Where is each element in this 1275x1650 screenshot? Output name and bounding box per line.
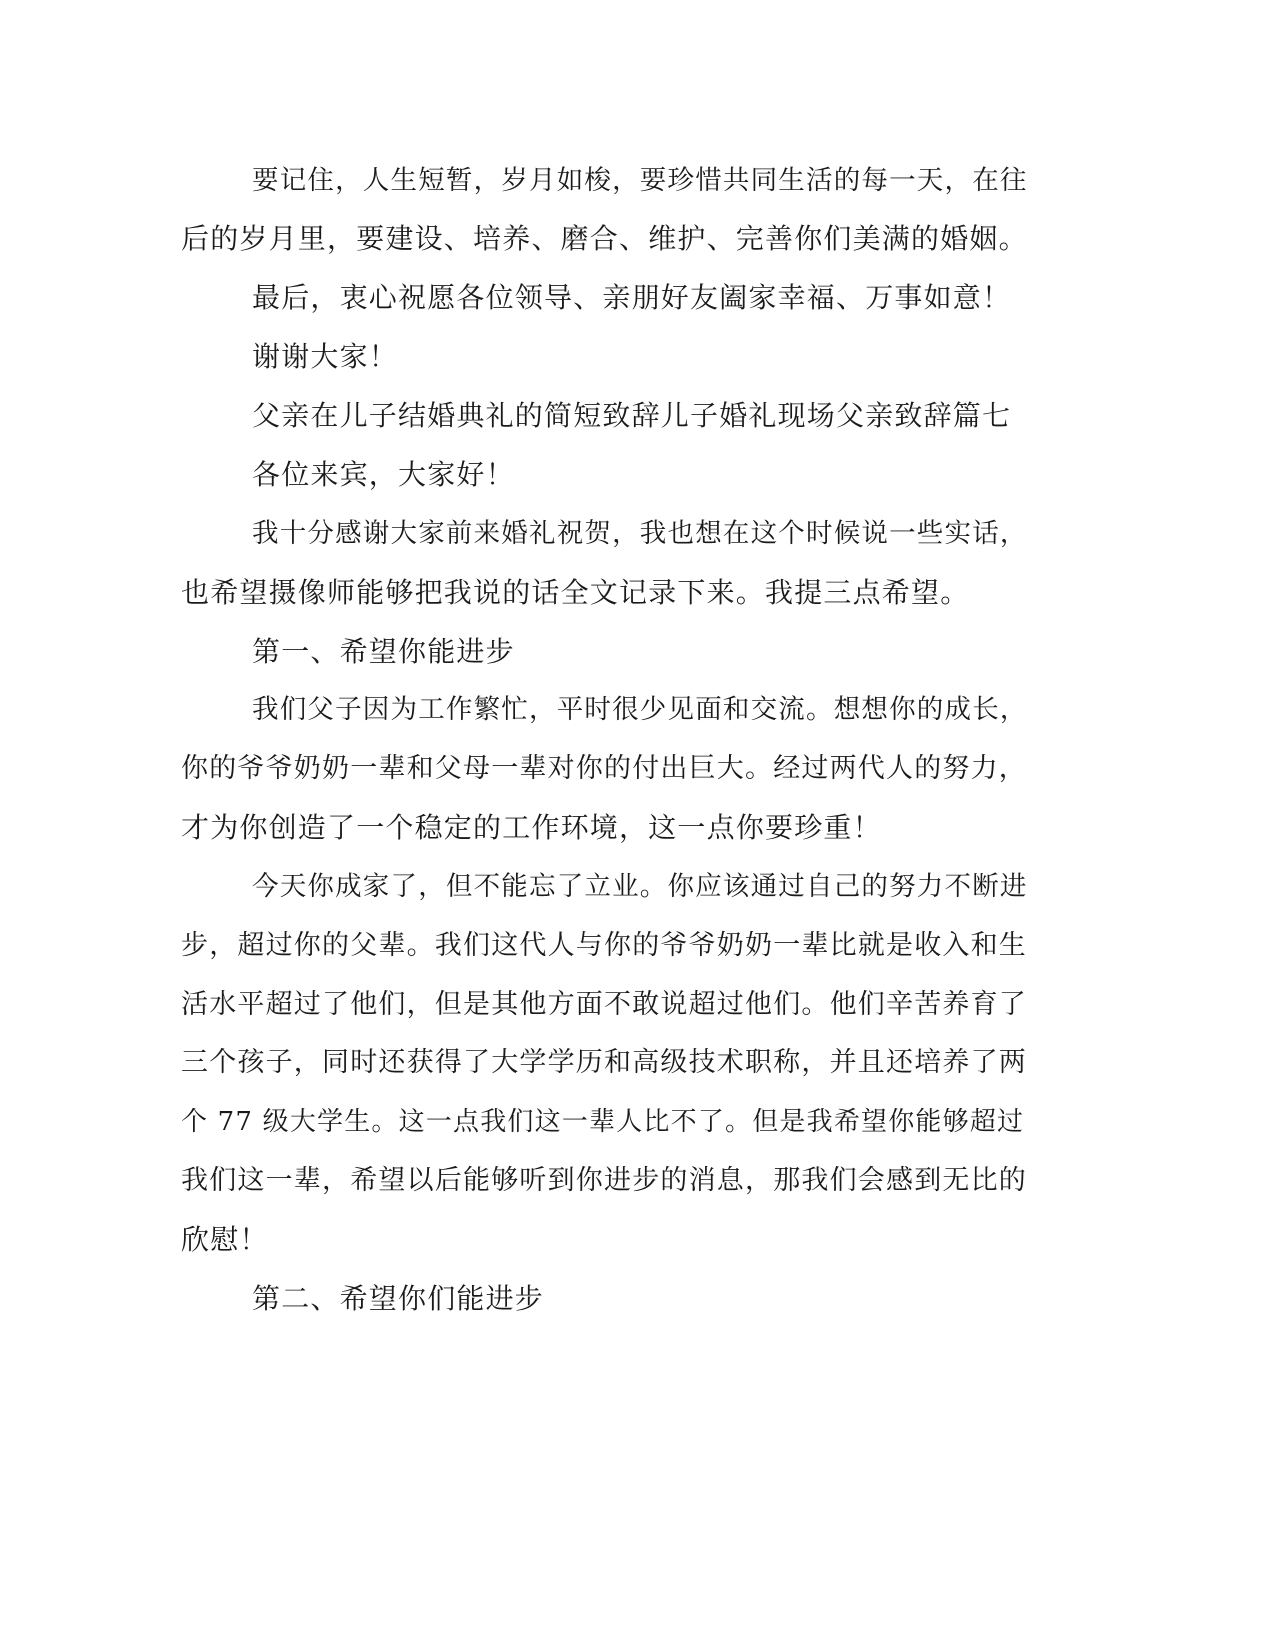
text-line: 各位来宾，大家好！	[252, 458, 515, 491]
text-line: 要记住，人生短暂，岁月如梭，要珍惜共同生活的每一天，在往	[252, 165, 1028, 196]
text-line: 最后，衷心祝愿各位领导、亲朋好友阖家幸福、万事如意！	[252, 281, 1012, 314]
text-line: 谢谢大家！	[252, 340, 399, 373]
section-heading: 父亲在儿子结婚典礼的简短致辞儿子婚礼现场父亲致辞篇七	[252, 399, 1012, 432]
text-line: 第一、希望你能进步	[252, 635, 515, 668]
text-line: 后的岁月里，要建设、培养、磨合、维护、完善你们美满的婚姻。	[181, 222, 1028, 255]
text-line: 我们父子因为工作繁忙，平时很少见面和交流。想想你的成长，	[252, 694, 1028, 725]
text-line: 第二、希望你们能进步	[252, 1282, 545, 1315]
text-line: 也希望摄像师能够把我说的话全文记录下来。我提三点希望。	[181, 576, 970, 609]
text-line: 我十分感谢大家前来婚礼祝贺，我也想在这个时候说一些实话，	[252, 518, 1028, 549]
text-line: 才为你创造了一个稳定的工作环境，这一点你要珍重！	[181, 811, 882, 844]
text-line: 欣慰！	[181, 1223, 269, 1256]
text-line: 步，超过你的父辈。我们这代人与你的爷爷奶奶一辈比就是收入和生	[181, 930, 1027, 961]
text-line: 三个孩子，同时还获得了大学学历和高级技术职称，并且还培养了两	[181, 1047, 1027, 1078]
text-line: 活水平超过了他们，但是其他方面不敢说超过他们。他们辛苦养育了	[181, 989, 1027, 1020]
text-line: 你的爷爷奶奶一辈和父母一辈对你的付出巨大。经过两代人的努力，	[181, 753, 1027, 784]
text-line: 今天你成家了，但不能忘了立业。你应该通过自己的努力不断进	[252, 871, 1028, 902]
text-line: 我们这一辈，希望以后能够听到你进步的消息，那我们会感到无比的	[181, 1165, 1027, 1196]
text-line: 个 77 级大学生。这一点我们这一辈人比不了。但是我希望你能够超过	[181, 1107, 1025, 1137]
